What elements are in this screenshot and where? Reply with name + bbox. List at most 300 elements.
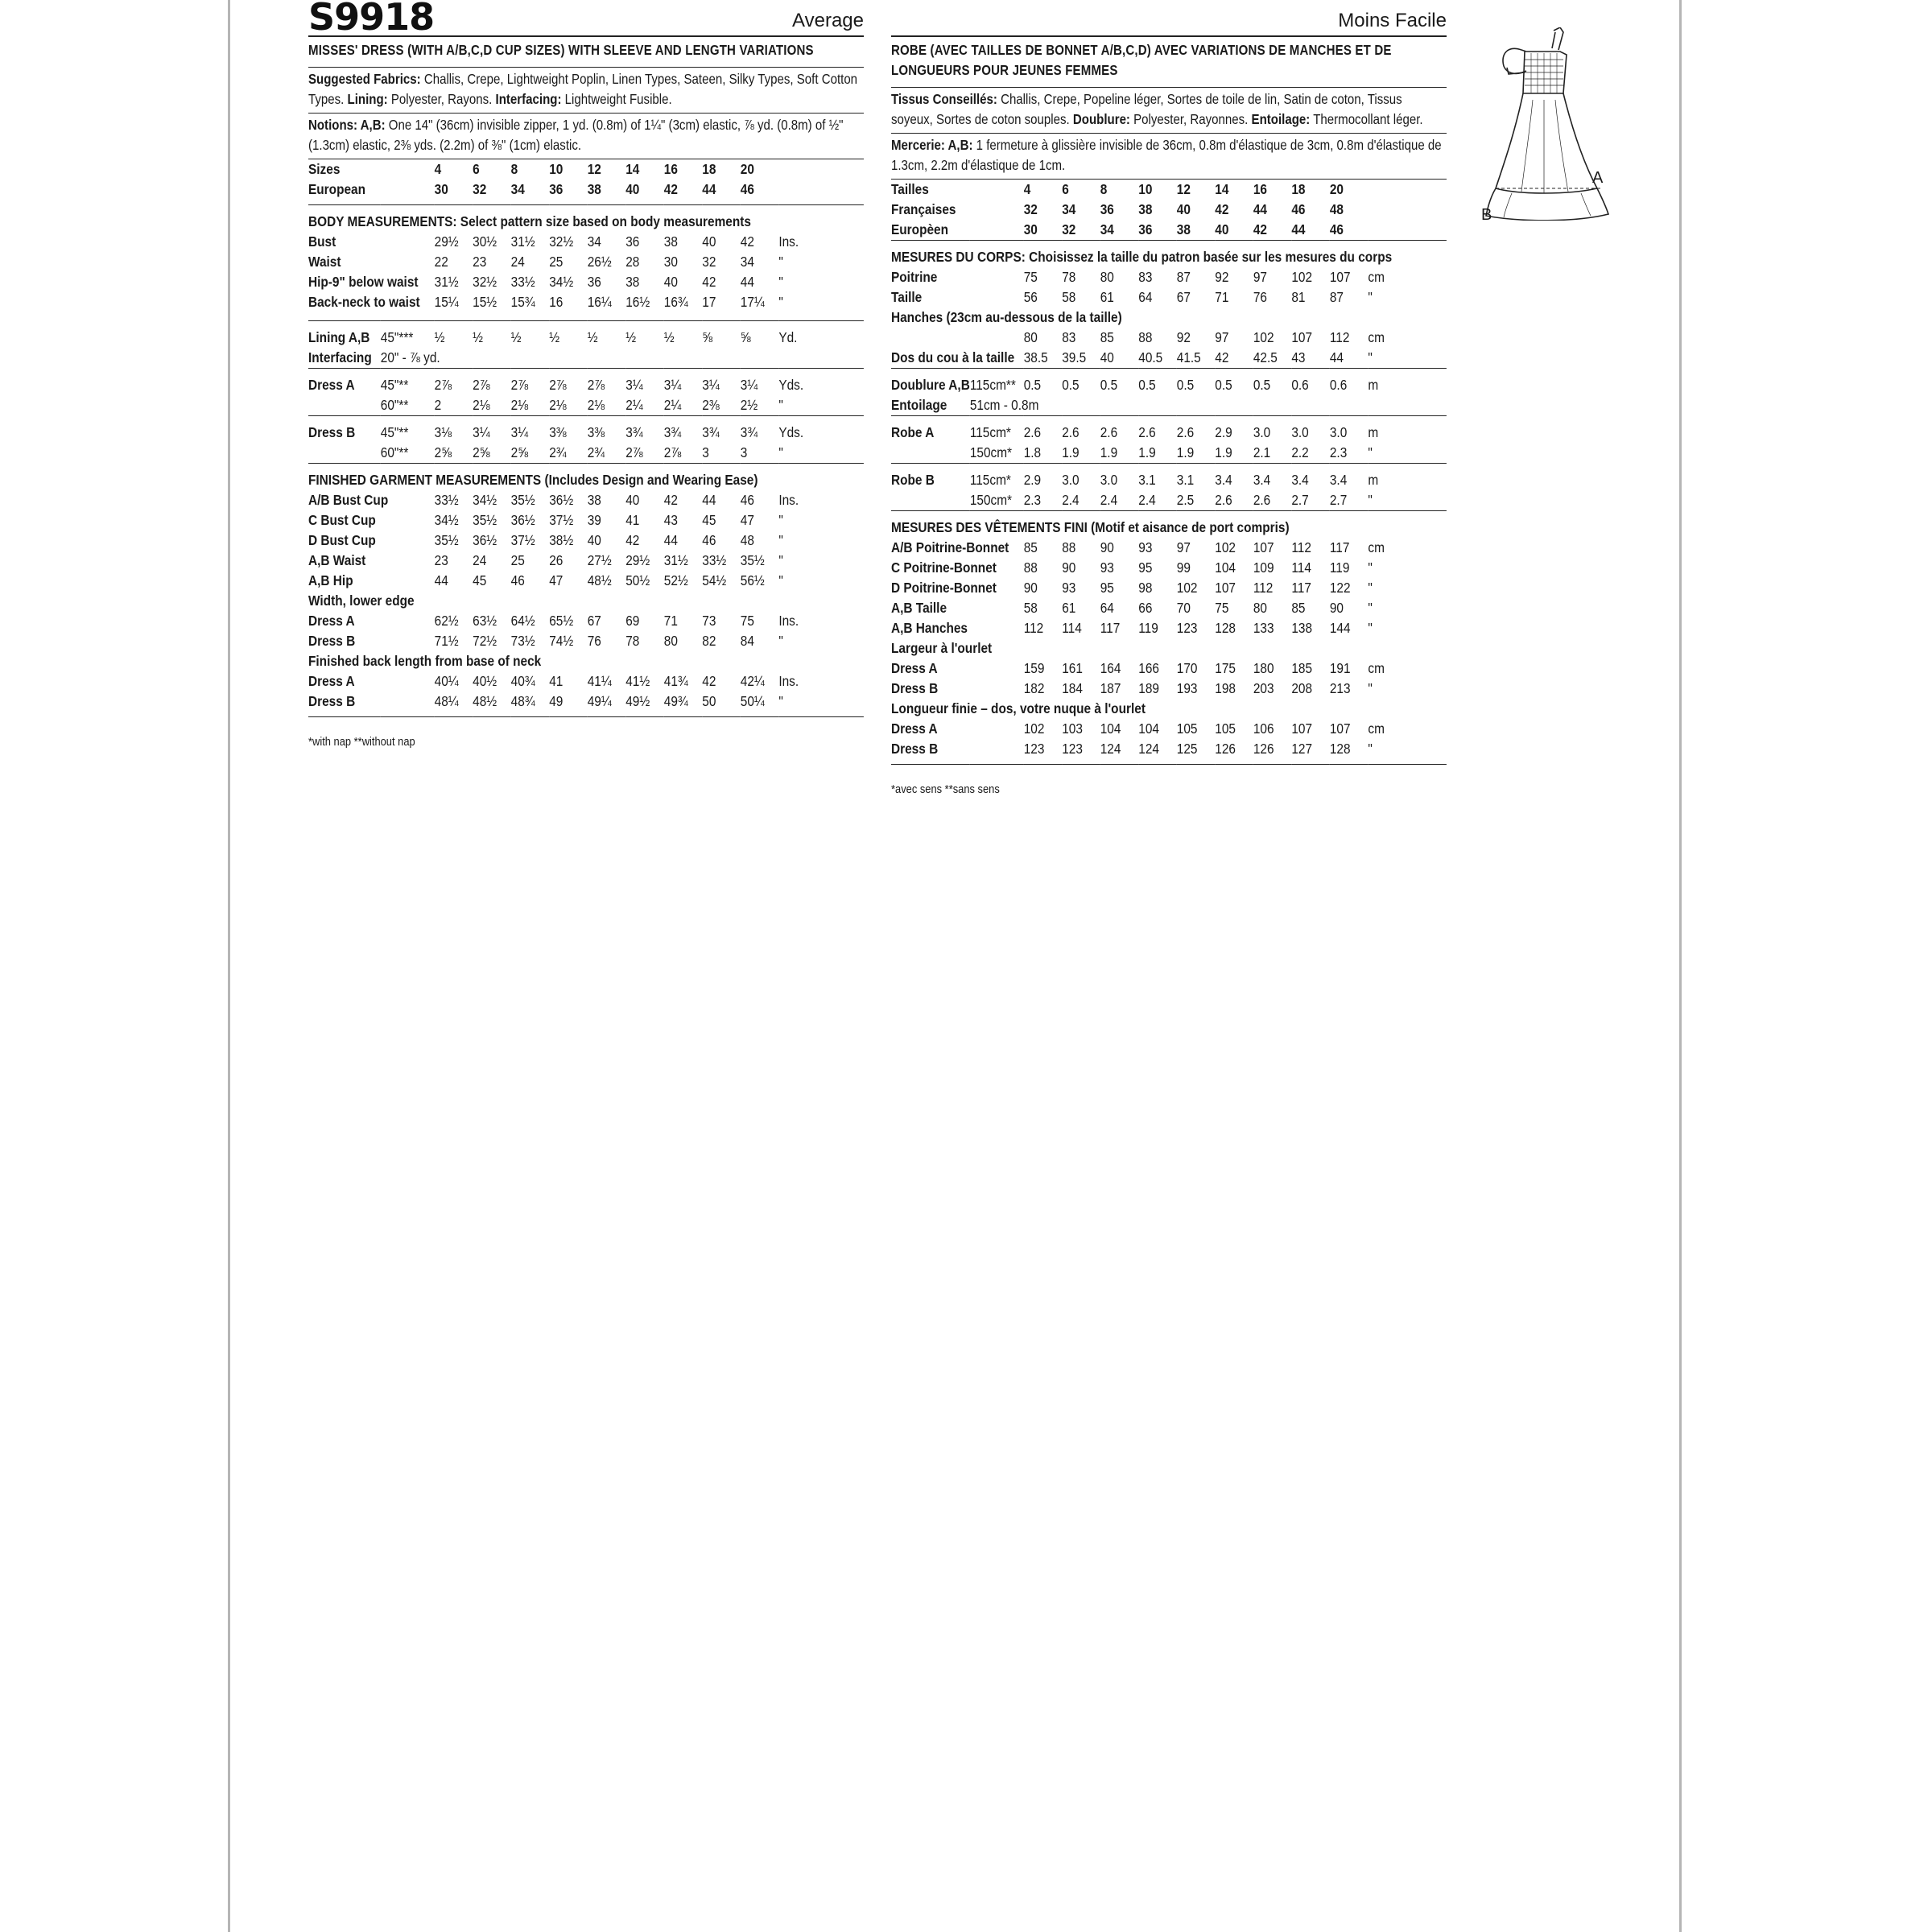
- row-label: C Bust Cup: [308, 512, 376, 528]
- fabric-width: 115cm*: [969, 472, 1011, 488]
- table-cell: 105: [1215, 720, 1236, 737]
- table-cell: 166: [1138, 660, 1159, 676]
- table-cell: 2.7: [1291, 492, 1309, 508]
- table-cell: 102: [1176, 580, 1198, 596]
- table-cell: 2.4: [1100, 492, 1118, 508]
- table-cell: 3¼: [510, 424, 529, 440]
- table-cell: 73½: [510, 633, 535, 649]
- table-cell: 47: [549, 572, 564, 588]
- table-cell: 37½: [549, 512, 574, 528]
- table-cell: 97: [1215, 329, 1229, 345]
- table-row: [308, 423, 864, 443]
- table-cell: 32½: [473, 274, 497, 290]
- table-cell: 2⅞: [434, 377, 452, 393]
- table-cell: 159: [1023, 660, 1045, 676]
- table-cell: 29½: [625, 552, 650, 568]
- pattern-title: ROBE (AVEC TAILLES DE BONNET A/B,C,D) AVEC VARIATIONS DE MANCHES ET DE LONGUEURS POUR JEUNES FEMMES: [891, 42, 1392, 78]
- table-cell: 2⅞: [663, 444, 682, 460]
- table-cell: 67: [1176, 289, 1191, 305]
- unit-cell: cm: [1368, 329, 1385, 345]
- table-cell: 87: [1329, 289, 1344, 305]
- table-cell: 123: [1062, 741, 1083, 757]
- row-label: [891, 490, 970, 511]
- table-cell: 95: [1100, 580, 1114, 596]
- table-cell: 88: [1138, 329, 1153, 345]
- table-cell: 0.6: [1329, 377, 1348, 393]
- table-cell: 34½: [549, 274, 574, 290]
- table-cell: 123: [1023, 741, 1045, 757]
- table-divider: [891, 416, 1447, 423]
- table-row: [891, 328, 1447, 348]
- section-heading-text: BODY MEASUREMENTS: Select pattern size based on body measurements: [308, 213, 751, 229]
- table-cell: 90: [1329, 600, 1344, 616]
- row-label: Robe A: [891, 424, 935, 440]
- table-cell: 3¼: [473, 424, 490, 440]
- unit-cell: ": [1368, 492, 1373, 508]
- fabric-width: 150cm*: [969, 444, 1013, 460]
- table-cell: 10: [1138, 181, 1153, 197]
- finished-measurements-heading: [891, 518, 1447, 538]
- unit-cell: [778, 159, 863, 180]
- table-cell: 42: [702, 673, 716, 689]
- table-cell: 25: [549, 254, 564, 270]
- page-border-right: [1679, 0, 1682, 1932]
- table-cell: 80: [1253, 600, 1267, 616]
- row-label: [308, 443, 381, 464]
- table-cell: 30: [663, 254, 678, 270]
- fabric-width: 115cm*: [969, 424, 1011, 440]
- table-cell: 2.6: [1138, 424, 1156, 440]
- table-cell: 3.0: [1253, 424, 1271, 440]
- table-divider: [891, 511, 1447, 518]
- unit-cell: m: [1368, 472, 1379, 488]
- table-cell: 27½: [587, 552, 612, 568]
- table-cell: 161: [1062, 660, 1083, 676]
- fabrics-text: Challis, Crepe, Lightweight Poplin, Linen Types, Sateen, Silky Types, Soft Cotton Types.: [308, 71, 858, 107]
- table-cell: 74½: [549, 633, 574, 649]
- table-cell: 44: [1253, 201, 1267, 217]
- table-row: [308, 232, 864, 252]
- table-cell: 187: [1100, 680, 1121, 696]
- table-cell: 44: [1329, 349, 1344, 365]
- table-cell: 28: [625, 254, 640, 270]
- table-cell: 61: [1100, 289, 1114, 305]
- table-cell: 93: [1138, 539, 1153, 555]
- fabric-width: 51cm - 0.8m: [969, 397, 1039, 413]
- table-cell: 2⅝: [473, 444, 490, 460]
- table-cell: ½: [434, 329, 445, 345]
- table-cell: 93: [1100, 559, 1114, 576]
- table-cell: 99: [1176, 559, 1191, 576]
- table-cell: 117: [1100, 620, 1121, 636]
- table-cell: 80: [663, 633, 678, 649]
- row-label: Dos du cou à la taille: [891, 349, 1015, 365]
- unit-cell: ": [778, 254, 783, 270]
- difficulty-level: Average: [792, 10, 864, 31]
- table-cell: 104: [1138, 720, 1159, 737]
- table-cell: 85: [1100, 329, 1114, 345]
- interfacing-text: Thermocollant léger.: [1310, 111, 1423, 127]
- table-cell: 3: [740, 444, 748, 460]
- measurement-table: [891, 180, 1447, 771]
- table-cell: 18: [702, 161, 716, 177]
- table-cell: 2.6: [1100, 424, 1118, 440]
- fabric-width: 20" - ⅞ yd.: [380, 349, 440, 365]
- table-cell: 38: [625, 274, 640, 290]
- table-cell: 15¼: [434, 294, 459, 310]
- table-cell: 37½: [510, 532, 535, 548]
- table-cell: 40: [587, 532, 601, 548]
- unit-cell: Yd.: [778, 329, 798, 345]
- table-cell: 0.5: [1176, 377, 1195, 393]
- table-cell: 75: [1215, 600, 1229, 616]
- table-cell: 107: [1291, 720, 1313, 737]
- table-cell: 34½: [473, 492, 497, 508]
- unit-cell: m: [1368, 424, 1379, 440]
- table-cell: 125: [1176, 741, 1198, 757]
- table-cell: 3.4: [1215, 472, 1232, 488]
- table-cell: 18: [1291, 181, 1306, 197]
- table-divider: [308, 717, 864, 724]
- table-cell: 61: [1062, 600, 1076, 616]
- table-row: [891, 287, 1447, 308]
- table-cell: 3⅜: [587, 424, 605, 440]
- body-measurements-heading: [308, 212, 864, 232]
- table-cell: 44: [1291, 221, 1306, 237]
- table-cell: 40: [663, 274, 678, 290]
- table-row: [891, 739, 1447, 759]
- table-cell: 64: [1100, 600, 1114, 616]
- row-label: Robe B: [891, 472, 935, 488]
- table-cell: 38.5: [1023, 349, 1048, 365]
- lining-label: Doublure:: [1072, 111, 1130, 127]
- table-cell: ½: [549, 329, 560, 345]
- table-row: [308, 571, 864, 591]
- fabric-width: 45"**: [380, 424, 409, 440]
- table-cell: 126: [1253, 741, 1274, 757]
- row-label: A,B Waist: [308, 552, 366, 568]
- unit-cell: ": [1368, 600, 1373, 616]
- table-cell: 0.5: [1138, 377, 1156, 393]
- fabric-width: 60"**: [380, 397, 409, 413]
- table-row: [308, 348, 864, 369]
- unit-cell: ": [1368, 741, 1373, 757]
- row-label: C Poitrine-Bonnet: [891, 559, 997, 576]
- table-row: [308, 490, 864, 510]
- unit-cell: cm: [1368, 539, 1385, 555]
- table-cell: 48¾: [510, 693, 535, 709]
- table-cell: 189: [1138, 680, 1159, 696]
- table-cell: 58: [1062, 289, 1076, 305]
- table-cell: 185: [1291, 660, 1313, 676]
- table-cell: 34: [1062, 201, 1076, 217]
- row-label: Europèen: [891, 221, 949, 237]
- table-cell: ½: [625, 329, 637, 345]
- table-cell: 3¼: [625, 377, 643, 393]
- table-cell: 17¼: [740, 294, 765, 310]
- table-cell: 22: [434, 254, 448, 270]
- table-cell: 8: [510, 161, 518, 177]
- unit-cell: Ins.: [778, 233, 799, 250]
- table-cell: 65½: [549, 613, 574, 629]
- row-label: Hip-9" below waist: [308, 274, 419, 290]
- table-cell: 90: [1100, 539, 1114, 555]
- table-cell: 50½: [625, 572, 650, 588]
- table-cell: 138: [1291, 620, 1313, 636]
- unit-cell: cm: [1368, 720, 1385, 737]
- english-header: [308, 0, 864, 39]
- row-label: A,B Hip: [308, 572, 353, 588]
- table-cell: 14: [625, 161, 640, 177]
- table-cell: 128: [1215, 620, 1236, 636]
- table-cell: 3¾: [625, 424, 643, 440]
- unit-cell: [1368, 180, 1446, 200]
- table-cell: 38: [1176, 221, 1191, 237]
- row-label: Dress B: [891, 741, 939, 757]
- table-row: [308, 631, 864, 651]
- table-cell: 40: [1215, 221, 1229, 237]
- table-row: [308, 252, 864, 272]
- unit-cell: ": [1368, 349, 1373, 365]
- unit-cell: ": [1368, 580, 1373, 596]
- table-cell: 43: [663, 512, 678, 528]
- table-cell: 3.1: [1138, 472, 1156, 488]
- table-cell: 213: [1329, 680, 1351, 696]
- table-cell: 69: [625, 613, 640, 629]
- table-row: [891, 375, 1447, 395]
- fabrics-label: Suggested Fabrics:: [308, 71, 421, 87]
- table-cell: 49½: [625, 693, 650, 709]
- table-cell: 88: [1062, 539, 1076, 555]
- table-cell: 39: [587, 512, 601, 528]
- table-cell: 78: [625, 633, 640, 649]
- table-cell: 3.0: [1062, 472, 1080, 488]
- table-cell: 15¾: [510, 294, 535, 310]
- table-cell: 123: [1176, 620, 1198, 636]
- table-cell: 2⅛: [473, 397, 490, 413]
- row-label: Dress A: [308, 673, 355, 689]
- row-label: D Poitrine-Bonnet: [891, 580, 997, 596]
- dress-sketch: [1480, 27, 1616, 221]
- table-cell: 36½: [473, 532, 497, 548]
- table-row: [891, 470, 1447, 490]
- row-label: Taille: [891, 289, 923, 305]
- table-cell: 32: [702, 254, 716, 270]
- table-cell: 93: [1062, 580, 1076, 596]
- row-label: Doublure A,B: [891, 377, 970, 393]
- table-cell: 1.9: [1215, 444, 1232, 460]
- table-cell: 38½: [549, 532, 574, 548]
- table-cell: 40¼: [434, 673, 459, 689]
- unit-cell: ": [778, 552, 783, 568]
- table-cell: 31½: [434, 274, 459, 290]
- table-cell: 44: [663, 532, 678, 548]
- section-heading-text: Hanches (23cm au-dessous de la taille): [891, 309, 1122, 325]
- fabrics-paragraph: [308, 68, 862, 113]
- table-cell: 46: [1329, 221, 1344, 237]
- table-row: [891, 578, 1447, 598]
- table-cell: 8: [1100, 181, 1108, 197]
- table-row: [891, 423, 1447, 443]
- fabric-width: 45"***: [380, 329, 414, 345]
- length-heading: [308, 651, 864, 671]
- table-cell: 4: [1023, 181, 1031, 197]
- table-cell: 64: [1138, 289, 1153, 305]
- table-cell: 1.9: [1062, 444, 1080, 460]
- unit-cell: ": [778, 294, 783, 310]
- row-label: Dress B: [891, 680, 939, 696]
- table-cell: 42.5: [1253, 349, 1278, 365]
- table-cell: 2.6: [1253, 492, 1271, 508]
- table-cell: 35½: [510, 492, 535, 508]
- unit-cell: ": [778, 512, 783, 528]
- table-cell: 107: [1215, 580, 1236, 596]
- table-cell: 32½: [549, 233, 574, 250]
- table-cell: 1.9: [1176, 444, 1195, 460]
- table-row: [308, 551, 864, 571]
- table-cell: 3.4: [1291, 472, 1309, 488]
- section-heading-text: MESURES DU CORPS: Choisissez la taille du patron basée sur les mesures du corps: [891, 249, 1393, 265]
- table-divider: [308, 464, 864, 471]
- unit-cell: [778, 180, 863, 200]
- table-cell: 43: [1291, 349, 1306, 365]
- fabrics-label: Tissus Conseillés:: [891, 91, 997, 107]
- table-cell: 107: [1291, 329, 1313, 345]
- table-cell: 87: [1176, 269, 1191, 285]
- table-divider: [891, 241, 1447, 248]
- table-cell: 92: [1215, 269, 1229, 285]
- table-cell: 112: [1253, 580, 1274, 596]
- table-cell: 1.8: [1023, 444, 1042, 460]
- table-cell: 58: [1023, 600, 1038, 616]
- table-cell: 41¾: [663, 673, 688, 689]
- finished-measurements-heading: [308, 470, 864, 490]
- table-cell: 3.4: [1329, 472, 1348, 488]
- table-row: [308, 671, 864, 691]
- spacer: [308, 312, 864, 321]
- table-row: [891, 658, 1447, 679]
- table-cell: 42: [1253, 221, 1267, 237]
- row-label: Dress A: [891, 720, 938, 737]
- table-cell: 24: [510, 254, 525, 270]
- table-cell: 42¼: [740, 673, 765, 689]
- table-cell: 48¼: [434, 693, 459, 709]
- table-cell: 2.9: [1023, 472, 1042, 488]
- table-cell: 36: [587, 274, 601, 290]
- table-cell: 16: [1253, 181, 1267, 197]
- table-cell: 50¼: [740, 693, 765, 709]
- table-cell: 70: [1176, 600, 1191, 616]
- unit-cell: ": [778, 444, 783, 460]
- row-label: European: [308, 181, 366, 197]
- footnote: *with nap **without nap: [308, 735, 415, 749]
- table-cell: 102: [1215, 539, 1236, 555]
- table-cell: 2: [434, 397, 442, 413]
- lining-text: Polyester, Rayonnes.: [1129, 111, 1252, 127]
- table-cell: 97: [1253, 269, 1267, 285]
- table-cell: 0.5: [1023, 377, 1042, 393]
- row-label: Dress A: [891, 660, 938, 676]
- table-cell: 34: [740, 254, 754, 270]
- row-label: Back-neck to waist: [308, 294, 420, 310]
- table-cell: 34½: [434, 512, 459, 528]
- section-heading-text: Longueur finie – dos, votre nuque à l'ourlet: [891, 700, 1146, 716]
- table-cell: 0.5: [1215, 377, 1232, 393]
- row-label: A,B Taille: [891, 600, 947, 616]
- table-cell: 10: [549, 161, 564, 177]
- fabric-width: 115cm**: [969, 377, 1016, 393]
- table-cell: 42: [1215, 349, 1229, 365]
- unit-cell: ": [1368, 680, 1373, 696]
- table-cell: 31½: [663, 552, 688, 568]
- table-cell: 44: [702, 181, 716, 197]
- table-cell: 3.1: [1176, 472, 1195, 488]
- table-cell: 2.1: [1253, 444, 1271, 460]
- table-row: [891, 267, 1447, 287]
- table-row: [308, 510, 864, 530]
- table-cell: 50: [702, 693, 716, 709]
- table-cell: 44: [740, 274, 754, 290]
- table-cell: 122: [1329, 580, 1351, 596]
- table-cell: 30½: [473, 233, 497, 250]
- row-label: Dress B: [308, 693, 356, 709]
- table-cell: 182: [1023, 680, 1045, 696]
- table-cell: 72½: [473, 633, 497, 649]
- table-cell: 3.0: [1329, 424, 1348, 440]
- table-cell: 48: [1329, 201, 1344, 217]
- table-cell: 49¼: [587, 693, 612, 709]
- table-cell: 33½: [510, 274, 535, 290]
- table-cell: 36½: [549, 492, 574, 508]
- table-cell: 66: [1138, 600, 1153, 616]
- table-cell: 133: [1253, 620, 1274, 636]
- table-cell: 2.3: [1023, 492, 1042, 508]
- table-cell: 2.5: [1176, 492, 1195, 508]
- table-cell: 191: [1329, 660, 1351, 676]
- table-cell: 90: [1062, 559, 1076, 576]
- table-cell: 2.6: [1215, 492, 1232, 508]
- table-cell: 2⅞: [473, 377, 490, 393]
- table-cell: 85: [1023, 539, 1038, 555]
- table-cell: 4: [434, 161, 442, 177]
- table-cell: 42: [702, 274, 716, 290]
- interfacing-label: Interfacing:: [495, 91, 562, 107]
- table-cell: 126: [1215, 741, 1236, 757]
- table-cell: 107: [1253, 539, 1274, 555]
- table-cell: 2⅛: [510, 397, 529, 413]
- table-cell: 25: [510, 552, 525, 568]
- table-cell: 49: [549, 693, 564, 709]
- unit-cell: Ins.: [778, 492, 799, 508]
- table-cell: 1.9: [1100, 444, 1118, 460]
- row-label: A,B Hanches: [891, 620, 968, 636]
- row-label: A/B Bust Cup: [308, 492, 389, 508]
- table-row: [308, 611, 864, 631]
- notions-text: One 14" (36cm) invisible zipper, 1 yd. (0.8m) of 1¼" (3cm) elastic, ⅞ yd. (0.8m) of ½" (1.3cm) elastic, 2⅜ yds. (2.2m) of ⅜" (1cm) elastic.: [308, 117, 844, 153]
- table-cell: 107: [1329, 720, 1351, 737]
- table-cell: 3: [702, 444, 709, 460]
- table-cell: 12: [587, 161, 601, 177]
- table-cell: 198: [1215, 680, 1236, 696]
- unit-cell: Yds.: [778, 424, 804, 440]
- table-cell: 46: [702, 532, 716, 548]
- table-cell: 3¾: [702, 424, 720, 440]
- unit-cell: ": [778, 397, 783, 413]
- table-row: [308, 328, 864, 348]
- table-divider: [308, 205, 864, 213]
- table-cell: 32: [473, 181, 487, 197]
- table-cell: 2.4: [1138, 492, 1156, 508]
